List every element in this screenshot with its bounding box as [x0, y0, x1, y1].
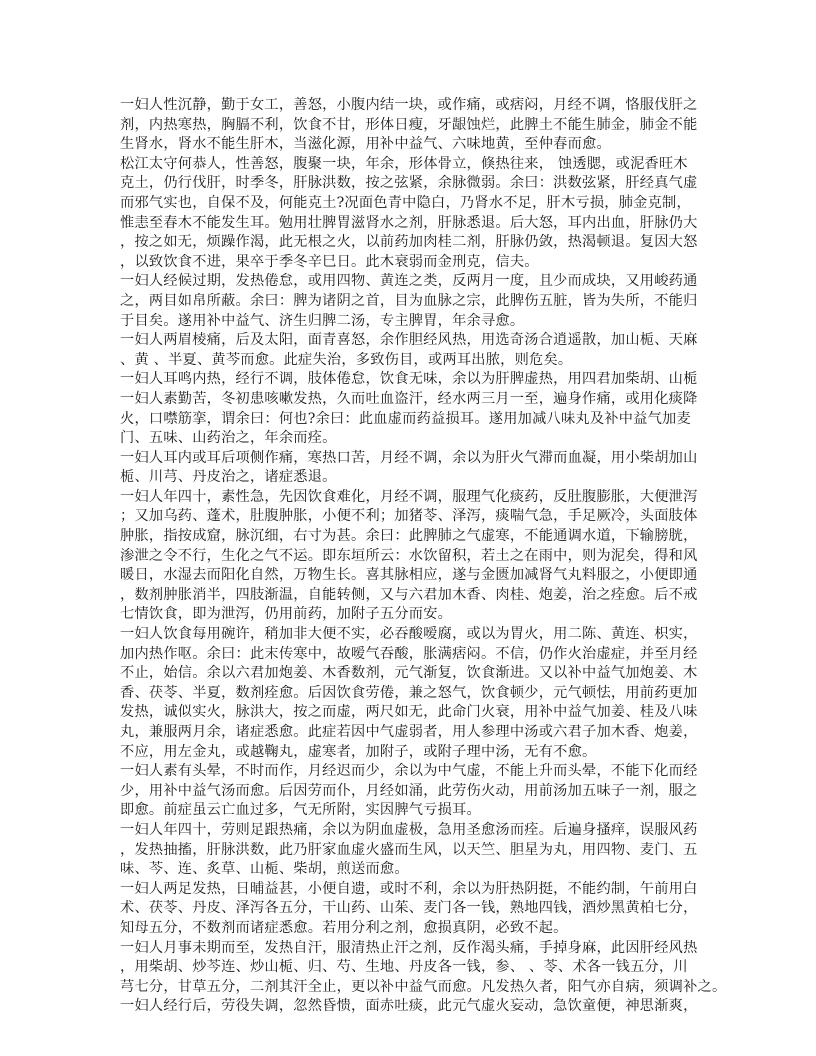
text-line: 一妇人素有头晕，不时而作，月经迟而少，余以为中气虚，不能上升而头晕，不能下化而经 [120, 763, 698, 780]
text-line: ，按之如无，烦躁作渴，此无根之火，以前药加肉桂二剂，肝脉仍敛，热渴顿退。复因大怒 [120, 234, 698, 251]
text-line: 一妇人耳鸣内热，经行不调，肢体倦怠，饮食无味，余以为肝脾虚热，用四君加柴胡、山栀 [120, 371, 698, 388]
text-line: 之，两目如帛所蔽。余曰：脾为诸阴之首，目为血脉之宗，此脾伤五脏，皆为失所，不能归 [120, 292, 698, 309]
text-line: 加内热作呕。余曰：此末传寒中，故嗳气吞酸，胀满痞闷。不信，仍作火治虚症，并至月经 [120, 645, 698, 662]
document-page [120, 96, 727, 1017]
text-line: 一妇人耳内或耳后项侧作痛，寒热口苦，月经不调，余以为肝火气滞而血凝，用小柴胡加山 [120, 449, 698, 466]
text-line: 味、芩、连、炙草、山栀、柴胡，煎送而愈。 [120, 861, 409, 878]
text-line: 香、茯苓、半夏，数剂痊愈。后因饮食劳倦，兼之怒气，饮食顿少，元气顿怯，用前药更加 [120, 684, 698, 701]
text-line: 一妇人年四十，素性急，先因饮食难化，月经不调，服理气化痰药，反肚腹膨胀，大便泄泻 [120, 488, 698, 505]
text-line: ，用柴胡、炒芩连、炒山栀、归、芍、生地、丹皮各一钱，参、 、苓、术各一钱五分，川 [120, 959, 688, 976]
text-line: ，数剂肿胀消半，四肢渐温，自能转侧，又与六君加木香、肉桂、炮姜，治之痊愈。后不戒 [120, 586, 698, 603]
text-line: 暖日，水湿去而阳化自然，万物生长。喜其脉相应，遂与金匮加减肾气丸料服之，小便即通 [120, 567, 698, 584]
text-line: 剂，内热寒热，胸膈不利，饮食不甘，形体日瘦，牙龈蚀烂，此脾土不能生肺金，肺金不能 [120, 116, 698, 133]
text-line: 一妇人性沉静，勤于女工，善怒，小腹内结一块，或作痛，或痞闷，月经不调，恪服伐肝之 [120, 97, 698, 113]
text-line: 知母五分，不数剂而诸症悉愈。若用分利之剂，愈损真阴，必致不起。 [120, 919, 568, 936]
text-line: 一妇人年四十，劳则足跟热痛，余以为阴血虚极，急用圣愈汤而痊。后遍身搔痒，误服风药 [120, 821, 698, 838]
text-line: 七情饮食，即为泄泻，仍用前药，加附子五分而安。 [120, 606, 453, 623]
text-line: 渗泄之令不行，生化之气不运。即东垣所云：水饮留积，若土之在雨中，则为泥矣，得和风 [120, 547, 698, 564]
text-line: 丸，兼服两月余，诸症悉愈。此症若因中气虚弱者，用人参理中汤或六君子加木香、炮姜， [120, 724, 698, 740]
text-line: 一妇人经行后，劳役失调，忽然昏愦，面赤吐痰，此元气虚火妄动，急饮童便，神思渐爽， [120, 998, 698, 1015]
text-line: ，发热抽搐，肝脉洪数，此乃肝家血虚火盛而生风，以天竺、胆星为丸，用四物、麦门、五 [120, 841, 698, 858]
text-line: 一妇人饮食每用碗许，稍加非大便不实，必吞酸嗳腐，或以为胃火，用二陈、黄连、枳实， [120, 626, 698, 643]
text-line: 术、茯苓、丹皮、泽泻各五分，干山药、山茱、麦门各一钱，熟地四钱，酒炒黑黄柏七分， [120, 900, 698, 917]
text-line: 一妇人素勤苦，冬初患咳嗽发热，久而吐血盗汗，经水两三月一至，遍身作痛，或用化痰降 [120, 390, 698, 407]
text-line: 克土，仍行伐肝，时季冬，肝脉洪数，按之弦紧，余脉微弱。余曰：洪数弦紧，肝经真气虚 [120, 175, 698, 192]
text-line: ；又加乌药、蓬术，肚腹肿胀，小便不利；加猪苓、泽泻，痰喘气急，手足厥冷，头面肢体 [120, 508, 698, 525]
text-line: 一妇人两足发热，日晡益甚，小便自遗，或时不利，余以为肝热阴挺，不能约制，午前用白 [120, 880, 698, 897]
text-line: 而邪气实也，自保不及，何能克土?况面色青中隐白，乃肾水不足，肝木亏损，肺金克制， [120, 194, 691, 211]
text-line: 生肾水，肾水不能生肝木，当滋化源，用补中益气、六味地黄，至仲春而愈。 [120, 136, 611, 153]
text-line: 芎七分，甘草五分，二剂其汗全止，更以补中益气而愈。凡发热久者，阳气亦自病，须调补之。 [120, 978, 727, 995]
text-line: 惟恚至春木不能发生耳。勉用壮脾胃滋肾水之剂，肝脉悉退。后大怒，耳内出血，肝脉仍大 [120, 214, 698, 231]
text-line: 门、五味、山药治之，年余而痊。 [120, 430, 337, 447]
text-line: 少，用补中益气汤而愈。后因劳而仆，月经如涌，此劳伤火动，用前汤加五味子一剂，服之 [120, 782, 698, 799]
text-line: 一妇人经候过期，发热倦怠，或用四物、黄连之类，反两月一度，且少而成块，又用峻药通 [120, 273, 698, 290]
text-line: 一妇人月事未期而至，发热自汗，服清热止汗之剂，反作渴头痛，手掉身麻，此因肝经风热 [120, 939, 698, 956]
text-line: 发热，诚似实火，脉洪大，按之而虚，两尺如无，此命门火衰，用补中益气加姜、桂及八味 [120, 704, 698, 721]
text-line: 、黄 、半夏、黄芩而愈。此症失治，多致伤目，或两耳出脓，则危矣。 [120, 351, 573, 368]
text-line: 不应，用左金丸，或越鞠丸，虚寒者，加附子，或附子理中汤，无有不愈。 [120, 743, 597, 760]
text-line: 不止，始信。余以六君加炮姜、木香数剂，元气渐复，饮食渐进。又以补中益气加炮姜、木 [120, 665, 698, 682]
text-line: 松江太守何恭人，性善怒，腹聚一块，年余，形体骨立，倏热往来， 蚀透腮，或泥香旺木 [120, 155, 688, 172]
text-line: 栀、川芎、丹皮治之，诸症悉退。 [120, 469, 337, 486]
text-line: 火，口噤筋挛，谓余曰：何也?余曰：此血虚而药益损耳。遂用加减八味丸及补中益气加麦 [120, 410, 691, 427]
text-line: 肿胀，指按成窟，脉沉细，右寸为甚。余曰：此脾肺之气虚寒，不能通调水道，下输膀胱， [120, 528, 698, 545]
text-line: 一妇人两眉棱痛，后及太阳，面青喜怒，余作胆经风热，用选奇汤合逍遥散，加山栀、天麻 [120, 332, 698, 349]
text-line: 即愈。前症虽云亡血过多，气无所附，实因脾气亏损耳。 [120, 802, 481, 819]
text-line: 于目矣。遂用补中益气、济生归脾二汤，专主脾胃，年余寻愈。 [120, 312, 525, 329]
text-line: ，以致饮食不进，果卒于季冬辛巳日。此木衰弱而金刑克，信夫。 [120, 253, 539, 270]
